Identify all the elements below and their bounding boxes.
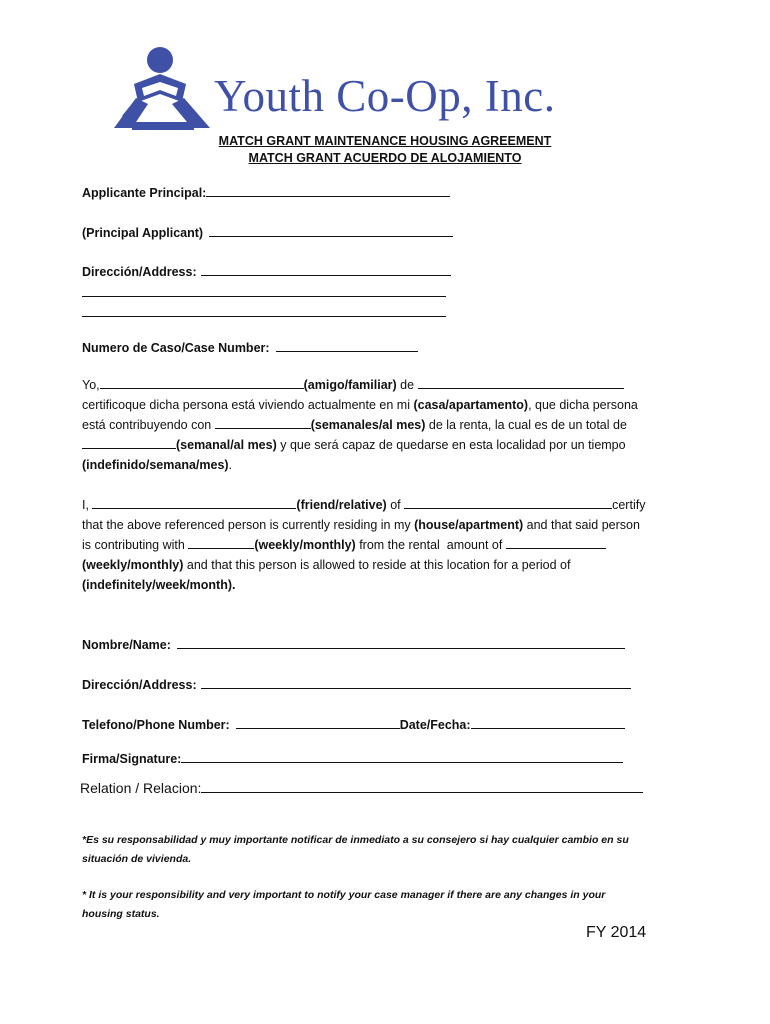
signer-name-field[interactable] <box>177 636 625 649</box>
yo-text: Yo, <box>82 378 100 392</box>
signer-address-row <box>82 676 631 693</box>
english-line-3-a: is contributing with <box>82 538 189 552</box>
signer-address-field[interactable] <box>201 676 631 689</box>
house-apartment-text: (house/apartment) <box>414 518 524 532</box>
company-logo <box>112 44 632 134</box>
applicant-principal-label: Applicante Principal: <box>82 186 207 200</box>
principal-applicant-field[interactable] <box>209 224 453 237</box>
fiscal-year: FY 2014 <box>586 924 647 941</box>
applicant-address-line-2[interactable] <box>82 296 446 297</box>
applicant-principal-field[interactable] <box>206 184 450 197</box>
case-number-row <box>82 339 418 356</box>
weekly-monthly-2-text: (weekly/monthly) <box>82 558 184 572</box>
de-field[interactable] <box>418 376 624 389</box>
spanish-line-1 <box>82 375 638 395</box>
spanish-line-3-a: está contribuyendo con <box>82 418 215 432</box>
de-text: de <box>396 378 418 392</box>
principal-applicant-row <box>82 224 453 241</box>
signature-label: Firma/Signature: <box>82 752 182 766</box>
i-text: I, <box>82 498 93 512</box>
i-name-field[interactable] <box>92 496 296 509</box>
certify-text: certify <box>612 498 646 512</box>
spanish-line-3-b: de la renta, la cual es de un total de <box>425 418 627 432</box>
applicant-address-line-3[interactable] <box>82 316 446 317</box>
english-line-2-b: and that said person <box>523 518 640 532</box>
english-note <box>82 886 605 924</box>
english-line-2 <box>82 515 645 535</box>
of-text: of <box>386 498 405 512</box>
spanish-line-4-b: y que será capaz de quedarse en esta localidad por un tiempo <box>276 438 626 452</box>
phone-field[interactable] <box>236 716 400 729</box>
spanish-line-2-a: certificoque dicha persona está viviendo actualmente en mi <box>82 398 414 412</box>
casa-apartamento-text: (casa/apartamento) <box>413 398 529 412</box>
spanish-note <box>82 831 629 869</box>
english-statement <box>82 495 645 595</box>
person-reading-icon <box>112 44 212 132</box>
case-number-field[interactable] <box>276 339 418 352</box>
signature-row <box>82 750 623 767</box>
indefinitely-text: (indefinitely/week/month). <box>82 578 236 592</box>
spanish-note-line-1: *Es su responsabilidad y muy importante notificar de inmediato a su consejero si hay cualquier cambio en su <box>82 834 629 846</box>
spanish-line-4 <box>82 435 638 455</box>
signer-name-row <box>82 636 625 653</box>
applicant-address-label: Dirección/Address: <box>82 265 197 279</box>
indefinido-text: (indefinido/semana/mes) <box>82 458 229 472</box>
english-line-3 <box>82 535 645 555</box>
spanish-line-2 <box>82 395 638 415</box>
total-rent-field[interactable] <box>82 436 176 449</box>
yo-name-field[interactable] <box>100 376 304 389</box>
relation-field[interactable] <box>201 778 643 793</box>
contributing-field[interactable] <box>188 536 254 549</box>
spanish-line-3 <box>82 415 638 435</box>
amigo-familiar-text: (amigo/familiar) <box>303 378 397 392</box>
english-line-3-b: from the rental amount of <box>355 538 506 552</box>
semanal-text: (semanal/al mes) <box>176 438 277 452</box>
english-line-2-a: that the above referenced person is currently residing in my <box>82 518 415 532</box>
contribution-field[interactable] <box>215 416 311 429</box>
signature-field[interactable] <box>181 750 623 763</box>
spanish-line-2-b: , que dicha persona <box>528 398 638 412</box>
phone-label: Telefono/Phone Number: <box>82 718 230 732</box>
spanish-note-line-2: situación de vivienda. <box>82 853 192 865</box>
relation-label: Relation / Relacion: <box>80 780 202 796</box>
date-label: Date/Fecha: <box>399 718 471 732</box>
of-field[interactable] <box>404 496 612 509</box>
date-field[interactable] <box>471 716 625 729</box>
relation-row <box>80 778 643 797</box>
signer-phone-row <box>82 716 625 733</box>
spanish-line-5 <box>82 455 638 475</box>
rental-amount-field[interactable] <box>506 536 606 549</box>
signer-address-label: Dirección/Address: <box>82 678 197 692</box>
english-line-5 <box>82 575 645 595</box>
english-note-line-2: housing status. <box>82 908 160 920</box>
applicant-address-field[interactable] <box>201 263 451 276</box>
title-spanish: MATCH GRANT ACUERDO DE ALOJAMIENTO <box>248 151 522 165</box>
principal-applicant-label: (Principal Applicant) <box>82 226 204 240</box>
friend-relative-text: (friend/relative) <box>296 498 387 512</box>
case-number-label: Numero de Caso/Case Number: <box>82 341 270 355</box>
english-line-4 <box>82 555 645 575</box>
company-name: Youth Co-Op, Inc. <box>214 71 556 121</box>
english-note-line-1: * It is your responsibility and very important to notify your case manager if there are any changes in your <box>82 889 606 901</box>
signer-name-label: Nombre/Name: <box>82 638 171 652</box>
weekly-monthly-text: (weekly/monthly) <box>254 538 356 552</box>
title-english: MATCH GRANT MAINTENANCE HOUSING AGREEMENT <box>218 134 552 148</box>
spanish-statement <box>82 375 638 475</box>
english-line-4-b: and that this person is allowed to reside at this location for a period of <box>183 558 571 572</box>
applicant-address-row <box>82 263 451 280</box>
period-text: . <box>228 458 233 472</box>
semanales-text: (semanales/al mes) <box>310 418 426 432</box>
english-line-1 <box>82 495 645 515</box>
applicant-principal-row <box>82 184 450 201</box>
